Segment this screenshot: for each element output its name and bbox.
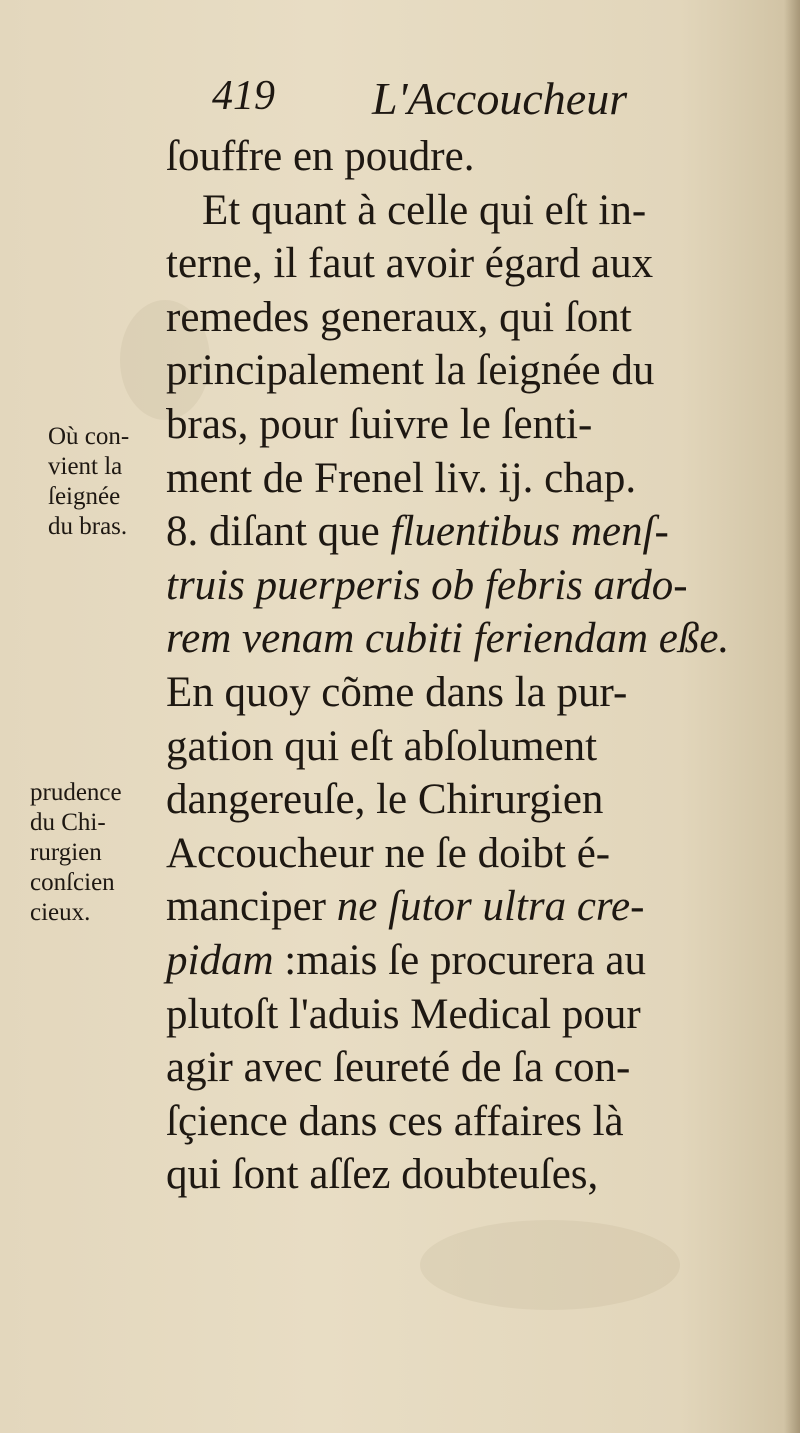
text-line (166, 827, 772, 881)
text-line (166, 291, 772, 345)
text-segment: ſouffre en poudre. (166, 133, 475, 180)
text-segment: ſçience dans ces affaires là (166, 1097, 624, 1145)
margin-note-prudence (30, 778, 122, 928)
margin-note-line: prudence (30, 779, 122, 806)
margin-note-line: du bras. (48, 513, 128, 540)
text-line (166, 1041, 772, 1095)
text-line (166, 184, 772, 238)
text-line (166, 505, 772, 559)
text-segment: Et quant à celle qui eſt in- (202, 186, 647, 234)
text-segment: :mais ſe procurera au (273, 936, 646, 984)
page-edge-shadow (784, 0, 800, 1433)
text-segment: Accoucheur ne ſe doibt é- (166, 829, 611, 877)
margin-note-line: conſcien (30, 869, 115, 896)
page-number: 419 (212, 73, 275, 119)
text-segment: gation qui eſt abſolument (166, 722, 598, 770)
running-title: L'Accoucheur (372, 73, 628, 124)
text-line (166, 880, 772, 934)
margin-note-line: du Chi- (30, 809, 106, 836)
text-line (166, 1148, 772, 1202)
text-segment: agir avec ſeureté de ſa con- (166, 1044, 631, 1092)
text-segment: plutoſt l'aduis Medical pour (166, 990, 641, 1038)
text-line (166, 720, 772, 774)
text-segment: manciper (166, 883, 337, 931)
margin-note-line: ſeignée (48, 483, 121, 510)
margin-note-line: rurgien (30, 839, 102, 866)
italic-text-segment: fluentibus menſ- (390, 508, 669, 556)
margin-note-line: vient la (48, 453, 123, 480)
text-line (166, 666, 772, 720)
text-line (166, 559, 772, 613)
text-line (166, 934, 772, 988)
page-header (212, 72, 772, 132)
text-segment: 8. diſant que (166, 508, 391, 556)
text-segment: terne, il faut avoir égard aux (166, 240, 654, 288)
text-line (166, 1095, 772, 1149)
text-line (166, 237, 772, 291)
text-line (166, 612, 772, 666)
text-segment: ment de Frenel liv. ij. chap. (166, 454, 637, 502)
text-line (166, 130, 772, 184)
text-segment: dangereuſe, le Chirurgien (166, 776, 604, 824)
text-line (166, 398, 772, 452)
paper-stain (420, 1220, 680, 1310)
italic-text-segment: truis puerperis ob febris ardo- (166, 561, 688, 609)
italic-text-segment: rem venam cubiti feriendam eße. (166, 615, 730, 663)
margin-note-line: Où con- (48, 423, 130, 450)
text-line (166, 452, 772, 506)
text-segment: En quoy cõme dans la pur- (166, 668, 628, 716)
text-segment: principalement la ſeignée du (166, 347, 655, 395)
text-segment: qui ſont aſſez doubteuſes, (166, 1151, 599, 1199)
text-segment: bras, pour ſuivre le ſenti- (166, 400, 593, 448)
margin-note-bleeding (48, 422, 129, 542)
italic-text-segment: pidam (166, 936, 274, 984)
text-segment: remedes generaux, qui ſont (166, 293, 632, 341)
italic-text-segment: ne ſutor ultra cre- (336, 883, 645, 931)
margin-note-line: cieux. (30, 899, 91, 926)
text-line (166, 988, 772, 1042)
text-line (166, 344, 772, 398)
text-line (166, 773, 772, 827)
body-text (166, 130, 772, 1202)
